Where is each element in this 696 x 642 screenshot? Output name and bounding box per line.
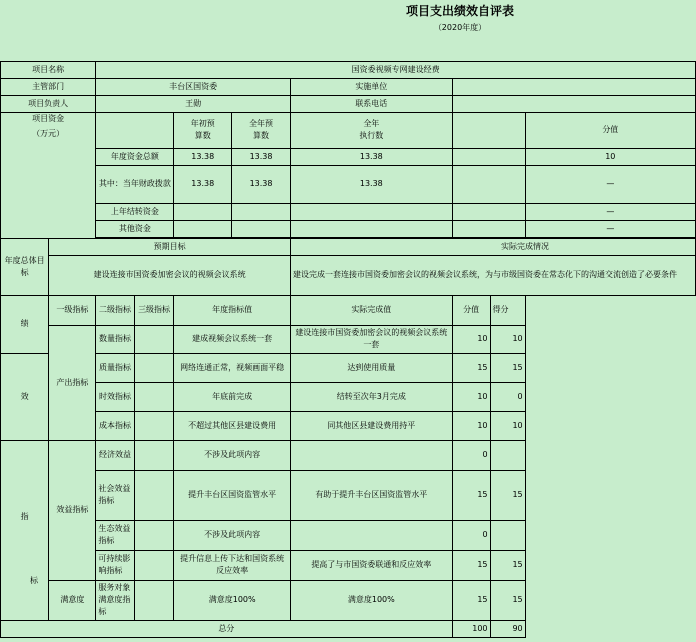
target-ecological: 不涉及此项内容 [174,520,291,550]
got-social: 15 [490,470,525,520]
total-score: 100 [452,620,490,637]
expected-goal-header: 预期目标 [49,238,291,255]
target-social: 提升丰台区国资监管水平 [174,470,291,520]
funds-full-budget [232,220,291,237]
funds-unit-text: （万元） [32,128,65,138]
level2-ecological: 生态效益指标 [96,520,134,550]
impl-value [452,78,695,95]
got-timeliness: 0 [490,382,525,411]
year-budget-header [174,112,232,148]
level2-header: 二级指标 [96,295,134,325]
funds-year-budget [174,203,232,220]
project-name-value: 国资委视频专网建设经费 [96,61,696,78]
actual-goal-header: 实际完成情况 [290,238,695,255]
perf-label-3: 指 [1,440,49,620]
got-quality: 15 [490,353,525,382]
got-sustainable: 15 [490,550,525,580]
leader-label: 项目负责人 [1,95,96,112]
funds-exec [290,220,452,237]
target-quality: 网络连通正常，视频画面平稳 [174,353,291,382]
actual-header: 实际完成值 [290,295,452,325]
total-label: 总分 [1,620,453,637]
actual-sustainable: 提高了与市国资委联通和反应效率 [290,550,452,580]
annual-goal-label: 年度总体目标 [1,238,49,295]
actual-economic [290,440,452,470]
dept-label: 主管部门 [1,78,96,95]
impl-label: 实施单位 [290,78,452,95]
funds-exec: 13.38 [290,165,452,203]
funds-label-text: 项目资金 [32,113,65,123]
score-social: 15 [452,470,490,520]
funds-label [1,112,96,238]
actual-cost: 同其他区县建设费用持平 [290,411,452,440]
contact-value [452,95,695,112]
actual-ecological [290,520,452,550]
output-indicator-label: 产出指标 [49,325,96,440]
project-name-label: 项目名称 [1,61,96,78]
funds-score: — [525,203,695,220]
funds-row-label: 其他资金 [96,220,174,237]
score-timeliness: 10 [452,382,490,411]
funds-score: 10 [525,148,695,165]
level2-cost: 成本指标 [96,411,134,440]
dept-value: 丰台区国资委 [96,78,291,95]
contact-label: 联系电话 [290,95,452,112]
effect-indicator-label: 效益指标 [49,440,96,580]
level2-sustainable: 可持续影响指标 [96,550,134,580]
actual-goal-text: 建设完成一套连接市国资委加密会议的视频会议系统，为与市级国资委在常态化下的沟通交流创造了必要条件 [290,255,695,295]
funds-full-budget [232,203,291,220]
actual-satisfaction: 满意度100% [290,580,452,620]
perf-label-4: 标 [30,576,38,585]
score-economic: 0 [452,440,490,470]
score-cost: 10 [452,411,490,440]
score-ecological: 0 [452,520,490,550]
full-budget-header-2: 算数 [253,131,270,140]
total-got: 90 [490,620,525,637]
leader-value: 王勋 [96,95,291,112]
got-economic [490,440,525,470]
got-ecological [490,520,525,550]
full-budget-header-1: 全年预 [249,119,274,128]
level2-quality: 质量指标 [96,353,134,382]
funds-row-label: 年度资金总额 [96,148,174,165]
score-header: 分值 [452,295,490,325]
funds-row-label: 上年结转资金 [96,203,174,220]
level2-satisfaction: 服务对象满意度指标 [96,580,134,620]
score-sustainable: 15 [452,550,490,580]
target-header: 年度指标值 [174,295,291,325]
target-cost: 不超过其他区县建设费用 [174,411,291,440]
perf-label-1: 绩 [1,295,49,353]
funds-full-budget: 13.38 [232,165,291,203]
level2-social: 社会效益指标 [96,470,134,520]
perf-label-2: 效 [1,353,49,440]
expected-goal-text: 建设连接市国资委加密会议的视频会议系统 [49,255,291,295]
actual-timeliness: 结转至次年3月完成 [290,382,452,411]
full-budget-header [232,112,291,148]
year-budget-header-2: 算数 [194,131,211,140]
actual-social: 有助于提升丰台区国资监管水平 [290,470,452,520]
level2-quantity: 数量指标 [96,325,134,353]
funds-year-budget: 13.38 [174,148,232,165]
funds-score: — [525,220,695,237]
got-header: 得分 [490,295,525,325]
satisfaction-label: 满意度 [49,580,96,620]
level2-economic: 经济效益 [96,440,134,470]
exec-header [290,112,452,148]
got-cost: 10 [490,411,525,440]
exec-header-2: 执行数 [359,131,384,140]
report-year: （2020年度） [433,23,487,32]
target-satisfaction: 满意度100% [174,580,291,620]
funds-row-label: 其中：当年财政拨款 [96,165,174,203]
funds-score-header: 分值 [525,112,695,148]
score-quantity: 10 [452,325,490,353]
report-title: 项目支出绩效自评表 [405,4,514,18]
score-quality: 15 [452,353,490,382]
target-timeliness: 年底前完成 [174,382,291,411]
got-satisfaction: 15 [490,580,525,620]
got-quantity: 10 [490,325,525,353]
level2-timeliness: 时效指标 [96,382,134,411]
funds-year-budget [174,220,232,237]
exec-header-1: 全年 [363,119,380,128]
funds-score: — [525,165,695,203]
level1-header: 一级指标 [49,295,96,325]
funds-year-budget: 13.38 [174,165,232,203]
funds-exec: 13.38 [290,148,452,165]
actual-quantity: 建设连接市国资委加密会议的视频会议系统一套 [290,325,452,353]
self-evaluation-table [0,46,696,638]
funds-full-budget: 13.38 [232,148,291,165]
funds-exec [290,203,452,220]
target-quantity: 建成视频会议系统一套 [174,325,291,353]
year-budget-header-1: 年初预 [190,119,215,128]
target-economic: 不涉及此项内容 [174,440,291,470]
target-sustainable: 提升信息上传下达和国资系统反应效率 [174,550,291,580]
actual-quality: 达到使用质量 [290,353,452,382]
score-satisfaction: 15 [452,580,490,620]
level3-header: 三级指标 [134,295,174,325]
